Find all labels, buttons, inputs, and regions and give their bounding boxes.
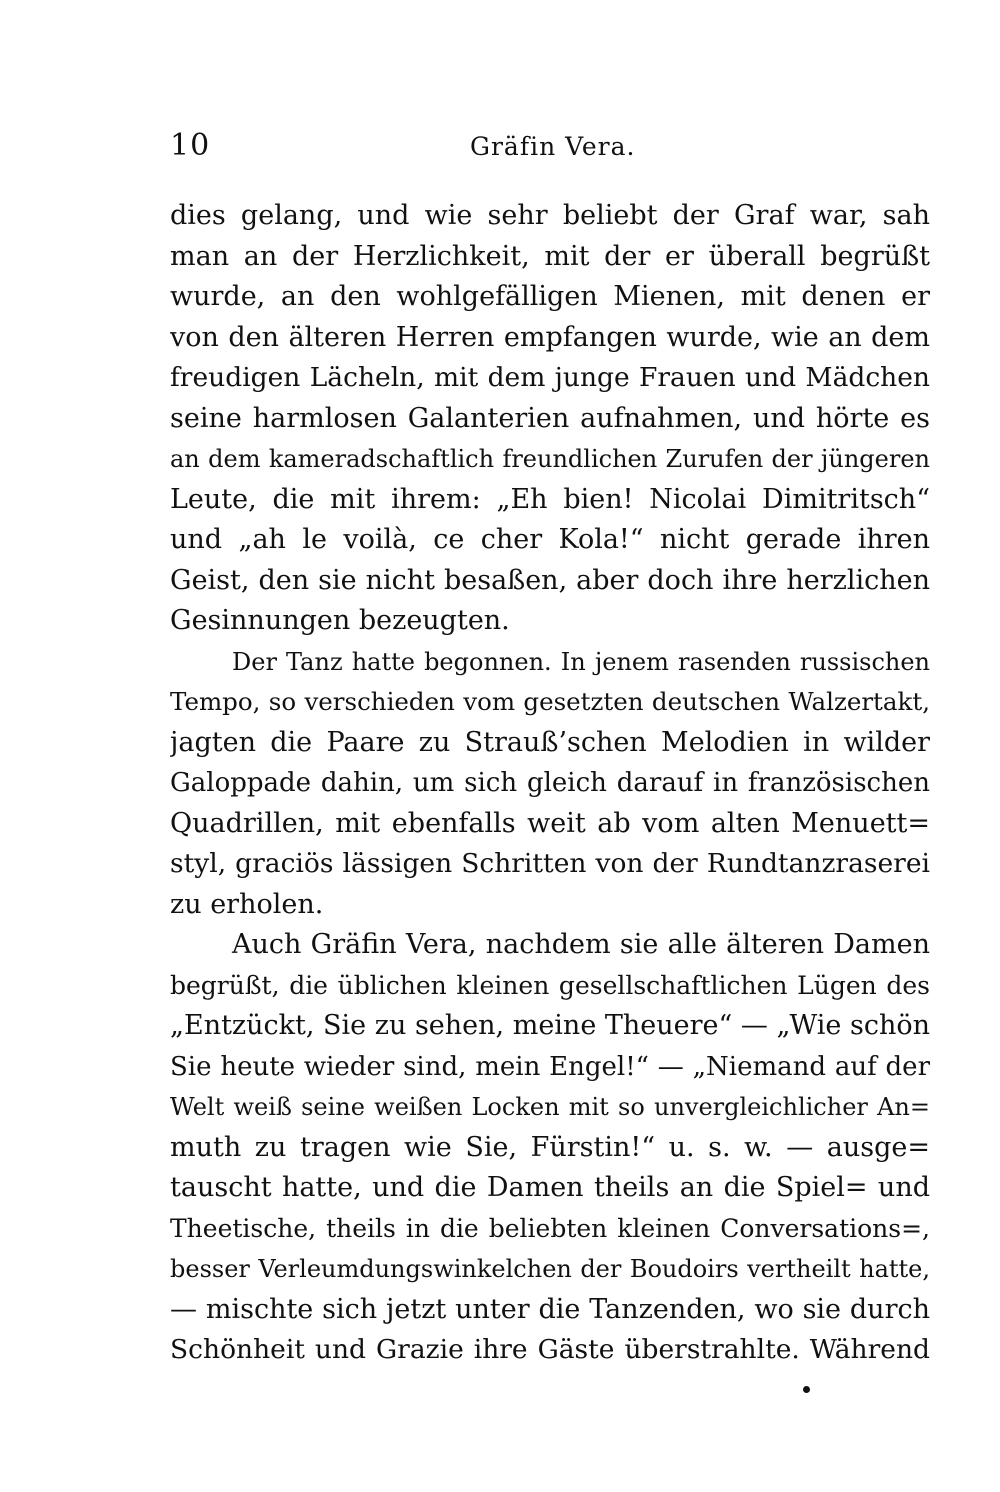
text-line: Leute, die mit ihrem: „Eh bien! Nicolai Dimitritsch“ [170,483,930,515]
running-title: Gräfin Vera. [470,132,636,161]
text-line: seine harmlosen Galanterien aufnahmen, und hörte es [170,402,930,434]
page-number: 10 [170,128,211,163]
text-line: Quadrillen, mit ebenfalls weit ab vom alten Menuett= [170,807,930,839]
text-line: von den älteren Herren empfangen wurde, wie an dem [170,321,930,353]
text-line: tauscht hatte, und die Damen theils an die Spiel= und [170,1172,930,1203]
text-line: dies gelang, und wie sehr beliebt der Graf war, sah [170,200,930,231]
text-line: styl, graciös lässigen Schritten von der Rundtanzraserei [170,848,930,879]
text-line: — mischte sich jetzt unter die Tanzenden, wo sie durch [170,1293,930,1325]
text-line: wurde, an den wohlgefälligen Mienen, mit denen er [170,281,930,312]
ink-speck [803,1386,810,1393]
text-line: „Entzückt, Sie zu sehen, meine Theuere“ — „Wie schön [170,1010,930,1041]
text-line: Sie heute wieder sind, mein Engel!“ — „Niemand auf der [170,1051,930,1082]
text-line: Theetische, theils in die beliebten kleinen Conversations=, [170,1213,930,1243]
text-line: Geist, den sie nicht besaßen, aber doch ihre herzlichen [170,564,930,596]
text-line: Welt weiß seine weißen Locken mit so unvergleichlicher An= [170,1093,930,1121]
text-line: freudigen Lächeln, mit dem junge Frauen und Mädchen [170,362,930,393]
text-line: und „ah le voilà, ce cher Kola!“ nicht gerade ihren [170,524,930,555]
text-line: begrüßt, die üblichen kleinen gesellschaftlichen Lügen des [170,970,930,1000]
text-line: Schönheit und Grazie ihre Gäste überstrahlte. Während [170,1334,930,1365]
text-line: Tempo, so verschieden vom gesetzten deutschen Walzertakt, [170,687,930,716]
text-line: man an der Herzlichkeit, mit der er überall begrüßt [170,240,930,272]
paragraph-start-line: Der Tanz hatte begonnen. In jenem rasenden russischen [232,647,930,676]
text-line: an dem kameradschaftlich freundlichen Zurufen der jüngeren [170,445,930,473]
paragraph-end-line: Gesinnungen bezeugten. [170,605,510,636]
paragraph-end-line: zu erholen. [170,888,324,920]
text-line: besser Verleumdungswinkelchen der Boudoirs vertheilt hatte, [170,1255,930,1283]
text-line: Galoppade dahin, um sich gleich darauf in französischen [170,768,930,798]
text-line: muth zu tragen wie Sie, Fürstin!“ u. s. w. — ausge= [170,1131,930,1163]
text-line: jagten die Paare zu Strauß’schen Melodien in wilder [170,726,930,758]
body-text [170,196,930,1371]
page-header [160,128,940,172]
paragraph-start-line: Auch Gräfin Vera, nachdem sie alle älteren Damen [232,929,930,960]
